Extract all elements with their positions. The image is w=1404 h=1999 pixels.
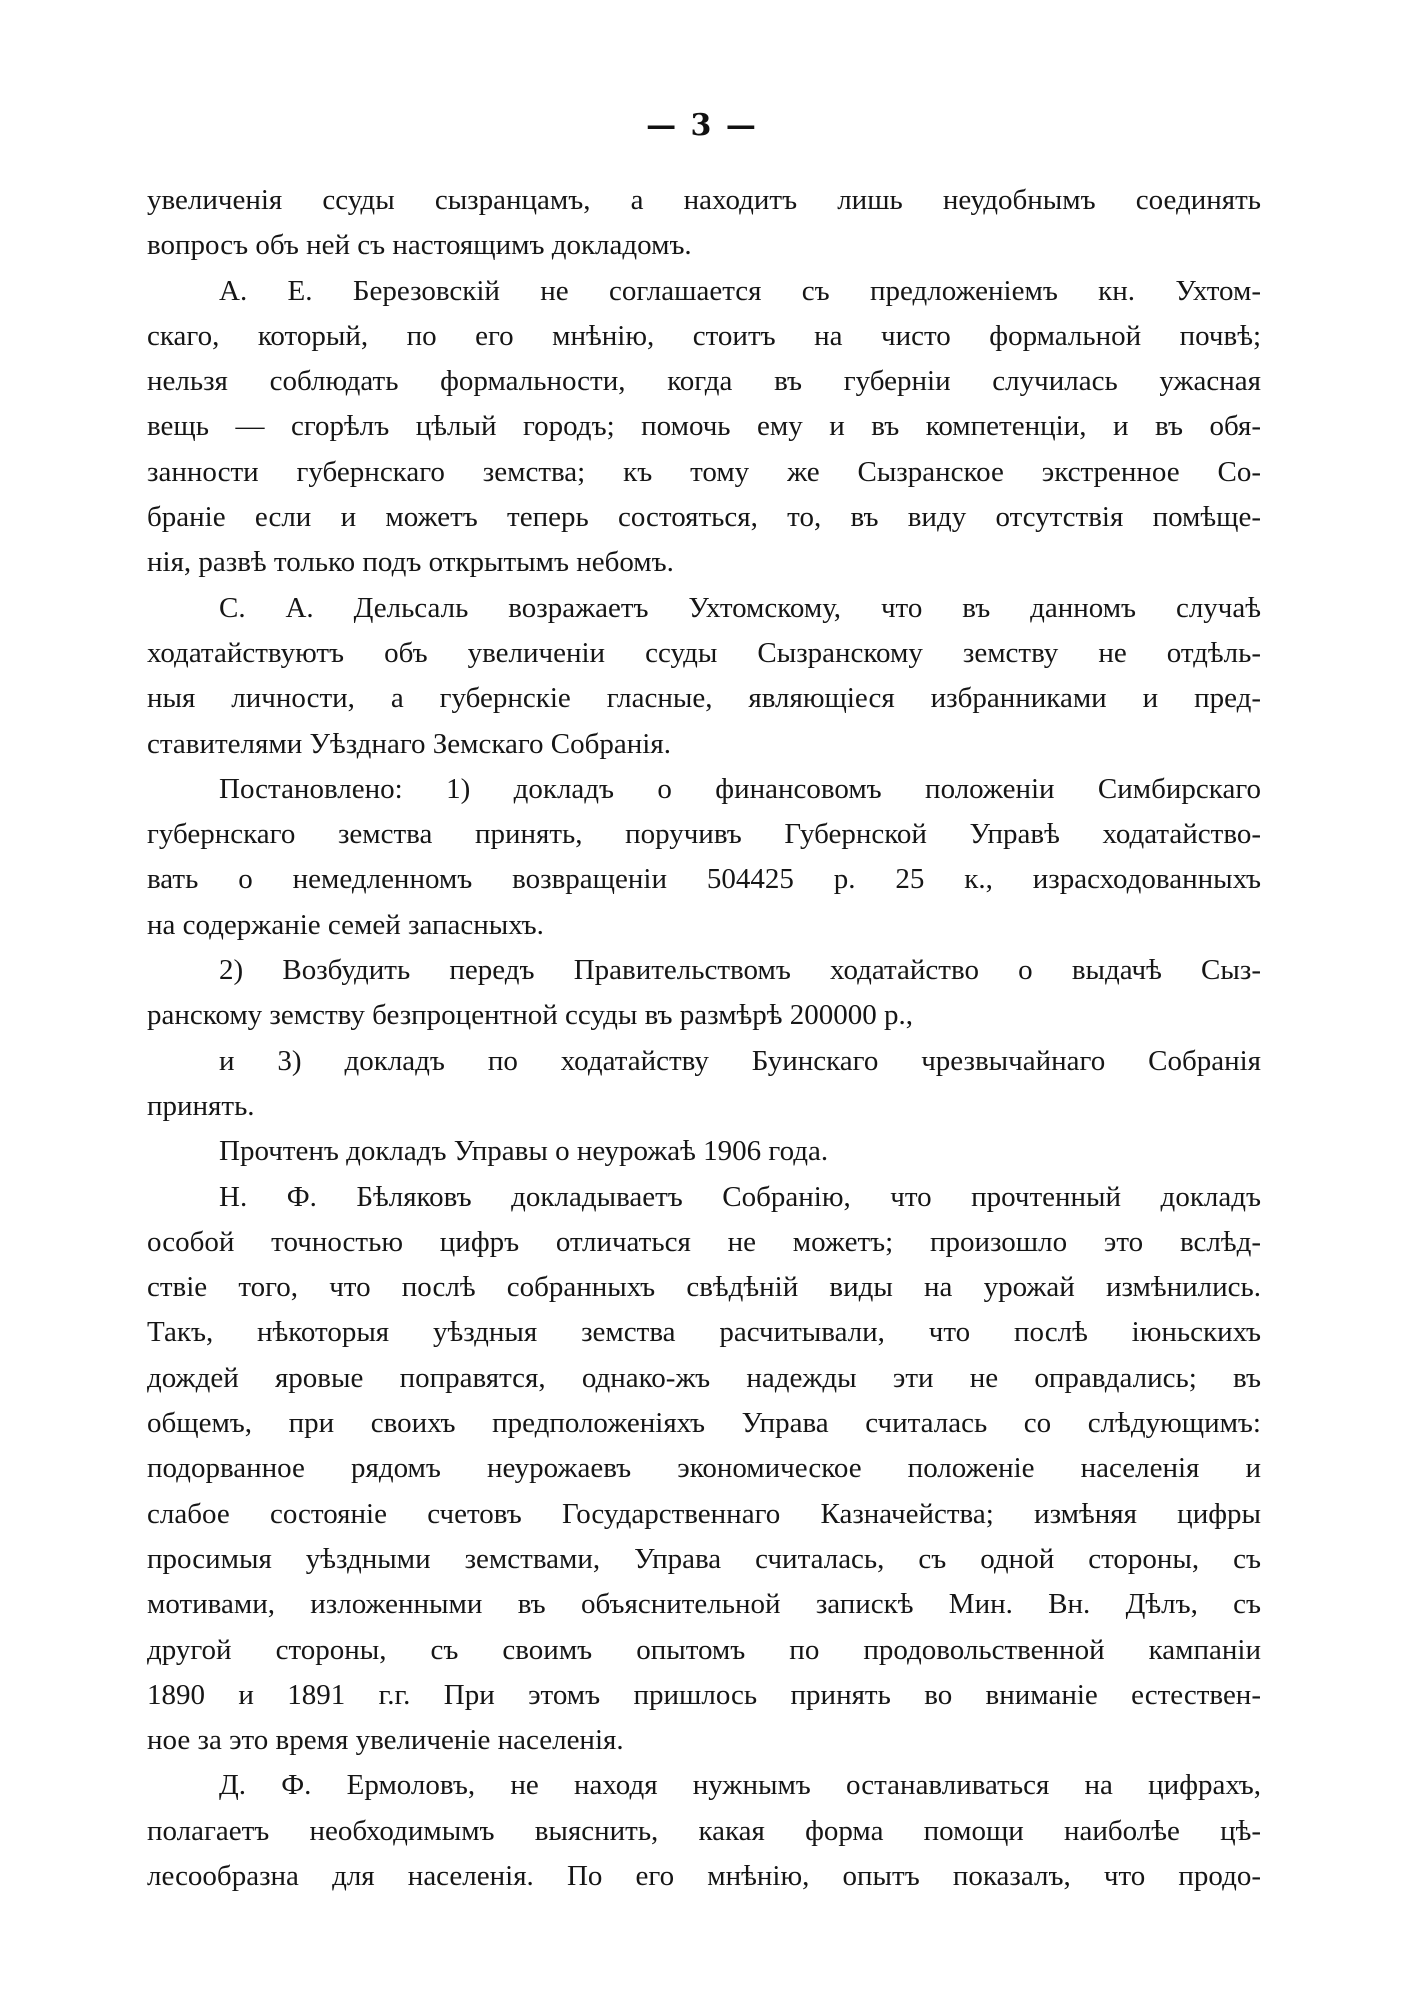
- text-line: вещь — сгорѣлъ цѣлый городъ; помочь ему и въ компетенціи, и въ обя-: [147, 410, 1261, 443]
- text-line: Такъ, нѣкоторыя уѣздныя земства расчитывали, что послѣ іюньскихъ: [147, 1316, 1261, 1349]
- text-line: ствіе того, что послѣ собранныхъ свѣдѣній виды на урожай измѣнились.: [147, 1271, 1261, 1304]
- text-line: занности губернскаго земства; къ тому же Сызранское экстренное Со-: [147, 455, 1261, 488]
- paragraph: [147, 1763, 1261, 1899]
- text-line: на содержаніе семей запасныхъ.: [147, 908, 544, 941]
- text-line: слабое состояніе счетовъ Государственнаго Казначейства; измѣняя цифры: [147, 1497, 1261, 1530]
- text-line: общемъ, при своихъ предположеніяхъ Управа считалась со слѣдующимъ:: [147, 1407, 1261, 1440]
- text-line: 2) Возбудить передъ Правительствомъ ходатайство о выдачѣ Сыз-: [219, 954, 1261, 987]
- text-line: Постановлено: 1) докладъ о финансовомъ положеніи Симбирскаго: [219, 772, 1261, 805]
- text-line: губернскаго земства принять, поручивъ Губернской Управѣ ходатайство-: [147, 818, 1261, 851]
- paragraph: [147, 269, 1261, 586]
- text-line: подорванное рядомъ неурожаевъ экономическое положеніе населенія и: [147, 1452, 1261, 1485]
- text-line: особой точностью цифръ отличаться не можетъ; произошло это вслѣд-: [147, 1225, 1261, 1258]
- paragraph: [147, 1175, 1261, 1764]
- text-line: браніе если и можетъ теперь состояться, то, въ виду отсутствія помѣще-: [147, 501, 1261, 534]
- paragraph: [147, 1129, 1261, 1174]
- text-line: лесообразна для населенія. По его мнѣнію, опытъ показалъ, что продо-: [147, 1859, 1261, 1892]
- text-line: и 3) докладъ по ходатайству Буинскаго чрезвычайнаго Собранія: [219, 1044, 1261, 1077]
- text-line: А. Е. Березовскій не соглашается съ предложеніемъ кн. Ухтом-: [219, 274, 1261, 307]
- text-line: 1890 и 1891 г.г. При этомъ пришлось принять во вниманіе естествен-: [147, 1678, 1261, 1711]
- paragraph: [147, 178, 1261, 269]
- paragraph: [147, 948, 1261, 1039]
- text-line: вать о немедленномъ возвращеніи 504425 р. 25 к., израсходованныхъ: [147, 863, 1261, 896]
- text-line: нельзя соблюдать формальности, когда въ губерніи случилась ужасная: [147, 365, 1261, 398]
- text-line: Прочтенъ докладъ Управы о неурожаѣ 1906 года.: [219, 1135, 829, 1168]
- text-line: Н. Ф. Бѣляковъ докладываетъ Собранію, что прочтенный докладъ: [219, 1180, 1261, 1213]
- document-body: [147, 178, 1261, 1899]
- text-line: полагаетъ необходимымъ выяснить, какая форма помощи наиболѣе цѣ-: [147, 1814, 1261, 1847]
- text-line: ставителями Уѣзднаго Земскаго Собранія.: [147, 727, 671, 760]
- text-line: принять.: [147, 1089, 255, 1122]
- text-line: просимыя уѣздными земствами, Управа считалась, съ одной стороны, съ: [147, 1542, 1261, 1575]
- text-line: скаго, который, по его мнѣнію, стоитъ на чисто формальной почвѣ;: [147, 319, 1261, 352]
- text-line: нія, развѣ только подъ открытымъ небомъ.: [147, 546, 674, 579]
- text-line: ныя личности, а губернскіе гласные, являющіеся избранниками и пред-: [147, 682, 1261, 715]
- text-line: ходатайствуютъ объ увеличеніи ссуды Сызранскому земству не отдѣль-: [147, 636, 1261, 669]
- text-line: ное за это время увеличеніе населенія.: [147, 1724, 624, 1757]
- text-line: Д. Ф. Ермоловъ, не находя нужнымъ останавливаться на цифрахъ,: [219, 1769, 1261, 1802]
- text-line: вопросъ объ ней съ настоящимъ докладомъ.: [147, 229, 692, 262]
- text-line: ранскому земству безпроцентной ссуды въ размѣрѣ 200000 р.,: [147, 999, 914, 1032]
- text-line: другой стороны, съ своимъ опытомъ по продовольственной кампаніи: [147, 1633, 1261, 1666]
- paragraph: [147, 767, 1261, 948]
- paragraph: [147, 1039, 1261, 1130]
- text-line: дождей яровые поправятся, однако-жъ надежды эти не оправдались; въ: [147, 1361, 1261, 1394]
- text-line: С. А. Дельсаль возражаетъ Ухтомскому, что въ данномъ случаѣ: [219, 591, 1261, 624]
- text-line: мотивами, изложенными въ объяснительной запискѣ Мин. Вн. Дѣлъ, съ: [147, 1588, 1261, 1621]
- page-number: — 3 —: [646, 108, 758, 143]
- text-line: увеличенія ссуды сызранцамъ, а находитъ лишь неудобнымъ соединять: [147, 184, 1261, 216]
- paragraph: [147, 586, 1261, 767]
